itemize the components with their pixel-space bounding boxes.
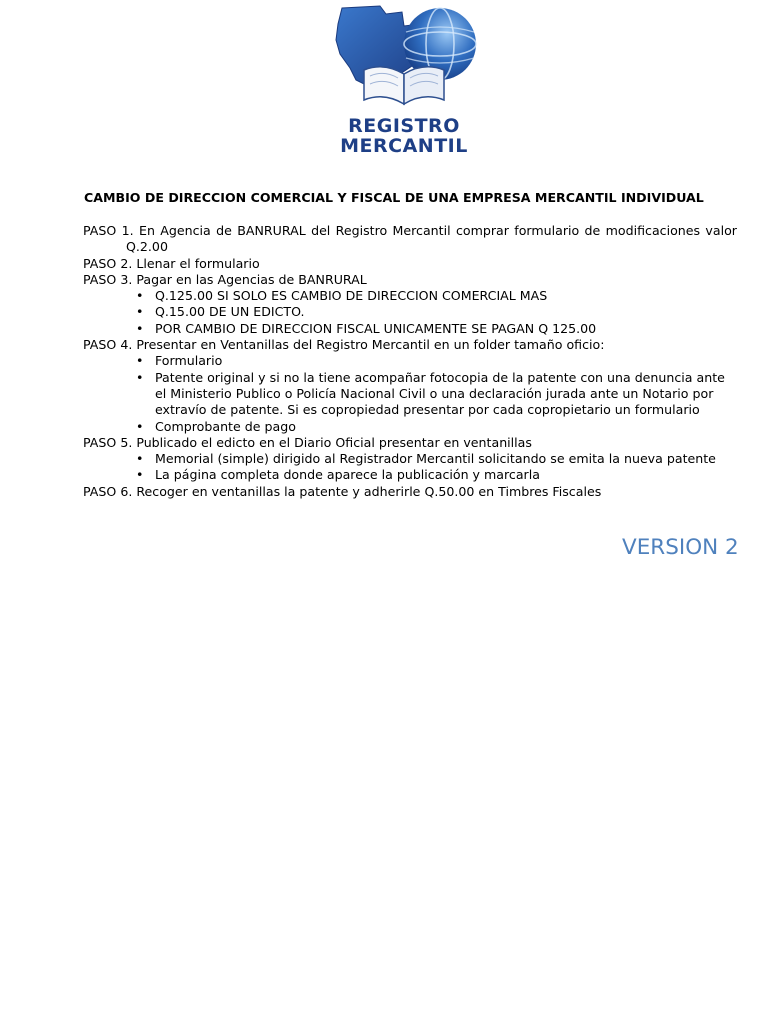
step-item xyxy=(83,256,737,272)
guatemala-map-globe-book-icon xyxy=(328,0,480,116)
step-bullet-list xyxy=(83,288,737,337)
step-bullet-item xyxy=(83,288,737,304)
step-bullet-item xyxy=(83,321,737,337)
step-text: PASO 2. Llenar el formulario xyxy=(83,255,260,271)
bullet-text: Q.15.00 DE UN EDICTO. xyxy=(155,304,305,320)
step-bullet-item xyxy=(83,304,737,320)
version-label: VERSION 2 xyxy=(622,535,739,560)
bullet-text: Memorial (simple) dirigido al Registrador Mercantil solicitando se emita la nueva patente xyxy=(155,451,716,467)
bullet-dot-icon: • xyxy=(136,353,144,369)
registro-mercantil-logo xyxy=(328,0,480,160)
step-bullet-item xyxy=(83,451,737,467)
step-item xyxy=(83,484,737,500)
bullet-dot-icon: • xyxy=(136,288,144,304)
logo-text-registro: REGISTRO xyxy=(348,115,460,137)
step-bullet-list xyxy=(83,451,737,484)
bullet-text: Formulario xyxy=(155,353,223,369)
step-item xyxy=(83,223,737,256)
step-bullet-item xyxy=(83,419,737,435)
step-item xyxy=(83,435,737,484)
step-item xyxy=(83,337,737,435)
step-text: PASO 4. Presentar en Ventanillas del Registro Mercantil en un folder tamaño oficio: xyxy=(83,337,605,353)
bullet-dot-icon: • xyxy=(136,467,144,483)
document-title: CAMBIO DE DIRECCION COMERCIAL Y FISCAL DE UNA EMPRESA MERCANTIL INDIVIDUAL xyxy=(84,190,704,205)
bullet-dot-icon: • xyxy=(136,418,144,434)
step-bullet-list xyxy=(83,353,737,434)
bullet-dot-icon: • xyxy=(136,451,144,467)
bullet-text: POR CAMBIO DE DIRECCION FISCAL UNICAMENTE SE PAGAN Q 125.00 xyxy=(155,320,597,336)
bullet-dot-icon: • xyxy=(136,369,144,385)
bullet-text: Patente original y si no la tiene acompañar fotocopia de la patente con una denuncia ante el Ministerio Publico o Policía Nacional Civil o una declaración jurada ante un Notario por extravío de patente. Si es copropiedad presentar por cada copropietario un formulario xyxy=(155,369,725,418)
bullet-dot-icon: • xyxy=(136,320,144,336)
step-text: PASO 6. Recoger en ventanillas la patente y adherirle Q.50.00 en Timbres Fiscales xyxy=(83,483,602,499)
bullet-text: Q.125.00 SI SOLO ES CAMBIO DE DIRECCION COMERCIAL MAS xyxy=(155,288,548,304)
logo-text-mercantil: MERCANTIL xyxy=(340,135,468,157)
bullet-dot-icon: • xyxy=(136,304,144,320)
bullet-text: La página completa donde aparece la publicación y marcarla xyxy=(155,467,540,483)
step-item xyxy=(83,272,737,337)
step-bullet-item xyxy=(83,353,737,369)
steps-list xyxy=(83,223,737,500)
step-bullet-item xyxy=(83,467,737,483)
bullet-text: Comprobante de pago xyxy=(155,418,296,434)
step-text: PASO 1. En Agencia de BANRURAL del Registro Mercantil comprar formulario de modificaciones valor Q.2.00 xyxy=(83,223,737,255)
step-bullet-item xyxy=(83,370,737,419)
step-text: PASO 3. Pagar en las Agencias de BANRURAL xyxy=(83,271,367,287)
step-text: PASO 5. Publicado el edicto en el Diario Oficial presentar en ventanillas xyxy=(83,434,532,450)
